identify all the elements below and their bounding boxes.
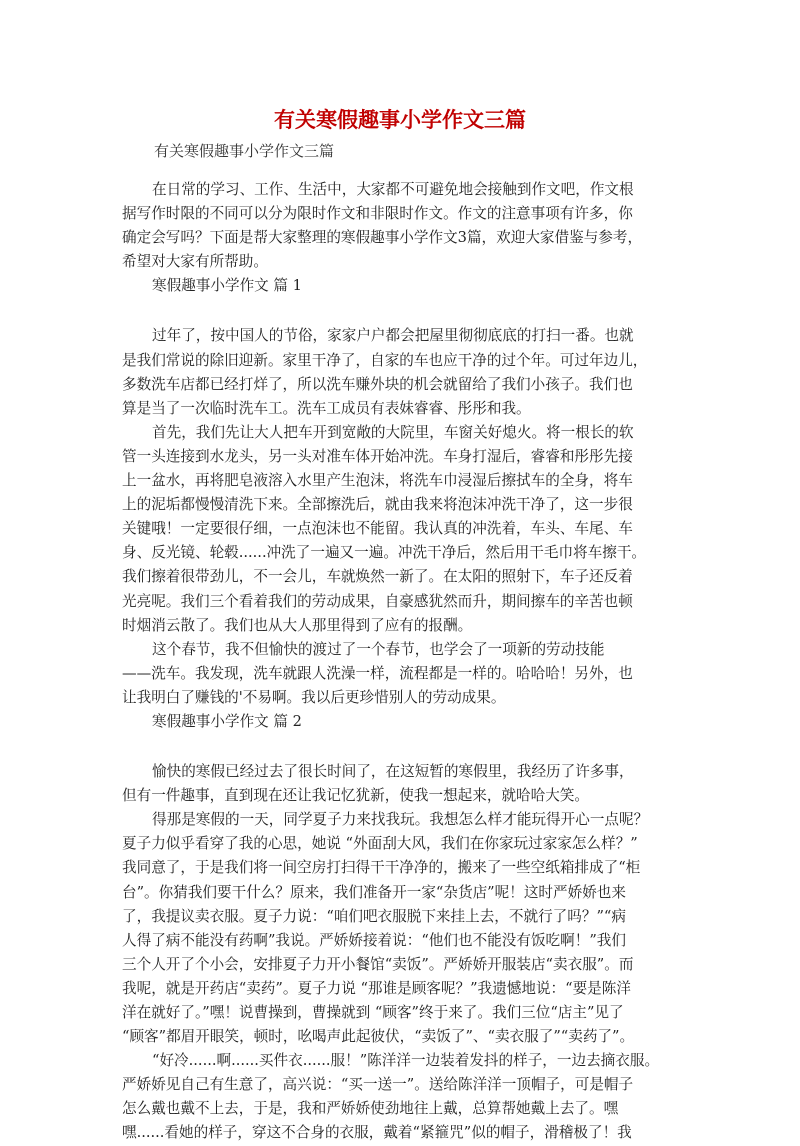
text-line: 过年了，按中国人的节俗，家家户户都会把屋里彻彻底底的打扫一番。也就 [152, 327, 634, 345]
text-line: 光亮呢。我们三个看着我们的劳动成果，自豪感犹然而升，期间擦车的辛苦也顿 [122, 592, 633, 610]
text-line: 多数洗车店都已经打烊了，所以洗车赚外块的机会就留给了我们小孩子。我们也 [122, 375, 633, 393]
text-line: 关键哦！一定要很仔细，一点泡沫也不能留。我认真的冲洗着，车头、车尾、车 [122, 520, 633, 538]
text-line: 确定会写吗？下面是帮大家整理的寒假趣事小学作文3篇，欢迎大家借鉴与参考， [122, 229, 643, 247]
text-line: 我们擦着很带劲儿，不一会儿，车就焕然一新了。在太阳的照射下，车子还反着 [122, 568, 633, 586]
text-line: 我呢，就是开药店“卖药”。夏子力说 “那谁是顾客呢？”我遗憾地说：“要是陈洋 [122, 979, 631, 997]
text-line: 寒假趣事小学作文 篇 2 [152, 712, 302, 730]
text-line: “好冷......啊......买件衣......服！”陈洋洋一边装着发抖的样子，一边去摘衣服。 [152, 1052, 660, 1070]
text-line: 时烟消云散了。我们也从大人那里得到了应有的报酬。 [122, 616, 473, 634]
text-line: 身、反光镜、轮毂......冲洗了一遍又一遍。冲洗干净后，然后用干毛巾将车擦干。 [122, 544, 647, 562]
text-line: 这个春节，我不但愉快的渡过了一个春节，也学会了一项新的劳动技能 [152, 640, 605, 658]
text-line: 夏子力似乎看穿了我的心思，她说 “外面刮大风，我们在你家玩过家家怎么样？” [122, 835, 638, 853]
text-line: 我同意了，于是我们将一间空房打扫得干干净净的，搬来了一些空纸箱排成了“柜 [122, 859, 641, 877]
text-line: 算是当了一次临时洗车工。洗车工成员有表妹睿睿、彤彤和我。 [122, 399, 531, 417]
text-line: 人得了病不能没有药啊”我说。严娇娇接着说：“他们也不能没有饭吃啊！”我们 [122, 931, 626, 949]
blank-line [122, 298, 682, 324]
text-line: 希望对大家有所帮助。 [122, 253, 268, 271]
text-line: 上一盆水，再将肥皂液溶入水里产生泡沫，将洗车巾浸湿后擦拭车的全身，将车 [122, 472, 633, 490]
text-line: 据写作时限的不同可以分为限时作文和非限时作文。作文的注意事项有许多，你 [122, 205, 633, 223]
text-line: 愉快的寒假已经过去了很长时间了，在这短暂的寒假里，我经历了许多事， [152, 763, 634, 781]
text-line: 了，我提议卖衣服。夏子力说：“咱们吧衣服脱下来挂上去，不就行了吗？”“病 [122, 907, 626, 925]
text-line: 上的泥垢都慢慢清洗下来。全部擦洗后，就由我来将泡沫冲洗干净了，这一步很 [122, 496, 633, 514]
text-line: ——洗车。我发现，洗车就跟人洗澡一样，流程都是一样的。哈哈哈！另外，也 [122, 664, 633, 682]
document-title: 有关寒假趣事小学作文三篇 [274, 107, 526, 132]
text-line: 三个人开了个小会，安排夏子力开小餐馆“卖饭”。严娇娇开服装店“卖衣服”。而 [122, 955, 634, 973]
text-line: 首先，我们先让大人把车开到宽敞的大院里，车窗关好熄火。将一根长的软 [152, 423, 634, 441]
text-line: 让我明白了赚钱的'不易啊。我以后更珍惜别人的劳动成果。 [122, 688, 506, 706]
text-line: 严娇娇见自己有生意了，高兴说：“买一送一”。送给陈洋洋一顶帽子，可是帽子 [122, 1076, 634, 1094]
text-line: “顾客”都眉开眼笑，顿时，吆喝声此起彼伏，“卖饭了”、“卖衣服了”“卖药了”。 [122, 1028, 635, 1046]
document-body [122, 178, 682, 1146]
text-line: 怎么戴也戴不上去，于是，我和严娇娇使劲地往上戴，总算帮她戴上去了。嘿 [122, 1100, 619, 1118]
blank-line [122, 734, 682, 760]
text-line: 嘿......看她的样子，穿这不合身的衣服，戴着“紧箍咒”似的帽子，滑稽极了！我 [122, 1124, 632, 1142]
text-line: 管一头连接到水龙头，另一头对准车体开始冲洗。车身打湿后，睿睿和彤彤先接 [122, 447, 633, 465]
text-line: 得那是寒假的一天，同学夏子力来找我玩。我想怎么样才能玩得开心一点呢？ [152, 811, 649, 829]
text-line: 在日常的学习、工作、生活中，大家都不可避免地会接触到作文吧，作文根 [152, 181, 634, 198]
text-line: 是我们常说的除旧迎新。家里干净了，自家的车也应干净的过个年。可过年边儿， [122, 351, 648, 369]
text-line: 寒假趣事小学作文 篇 1 [152, 277, 302, 295]
text-line: 洋在就好了。”嘿！说曹操到，曹操就到 “顾客”终于来了。我们三位“店主”见了 [122, 1004, 624, 1021]
text-line: 台”。你猜我们要干什么？原来，我们准备开一家“杂货店”呢！这时严娇娇也来 [122, 883, 626, 901]
text-line: 但有一件趣事，直到现在还让我记忆犹新，使我一想起来，就哈哈大笑。 [122, 787, 590, 805]
document-subtitle: 有关寒假趣事小学作文三篇 [154, 142, 335, 160]
